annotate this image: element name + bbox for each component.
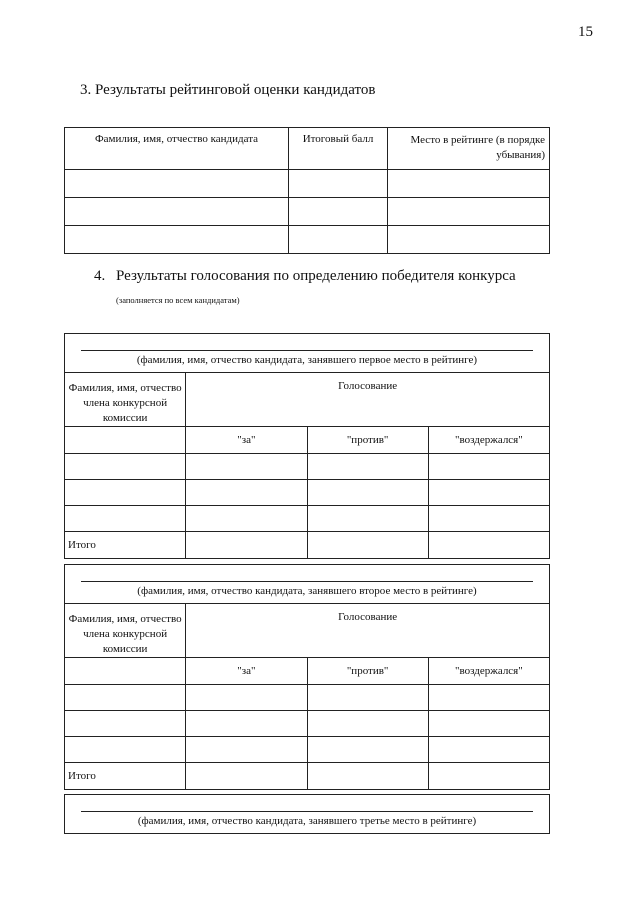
table-cell <box>186 480 307 506</box>
voting-table-third-place <box>64 794 550 834</box>
table-cell <box>428 763 549 790</box>
signature-line <box>81 811 533 812</box>
table-cell <box>307 506 428 532</box>
candidate-name-cell <box>65 795 550 834</box>
table-cell <box>65 685 186 711</box>
table-cell <box>428 480 549 506</box>
table-cell <box>428 685 549 711</box>
candidate-name-row <box>65 565 550 604</box>
total-row <box>65 532 550 559</box>
table-cell <box>65 737 186 763</box>
header-total-score: Итоговый балл <box>289 128 388 170</box>
table-cell <box>186 506 307 532</box>
table-cell <box>428 737 549 763</box>
table-row <box>65 170 550 198</box>
page-number: 15 <box>578 24 593 40</box>
option-abstained: "воздержался" <box>428 427 549 454</box>
table-cell <box>307 763 428 790</box>
table-cell <box>65 198 289 226</box>
voting-header: Голосование <box>186 373 550 427</box>
option-for: "за" <box>186 658 307 685</box>
table-cell <box>65 454 186 480</box>
table-row <box>65 685 550 711</box>
section4-title <box>94 268 516 285</box>
table-row <box>65 198 550 226</box>
option-against: "против" <box>307 658 428 685</box>
voting-header-row <box>65 604 550 658</box>
option-against: "против" <box>307 427 428 454</box>
candidate-name-cell <box>65 565 550 604</box>
table-cell <box>289 226 388 254</box>
total-row <box>65 763 550 790</box>
table-cell <box>388 198 550 226</box>
table-cell <box>186 532 307 559</box>
table-cell <box>65 170 289 198</box>
table-cell <box>428 532 549 559</box>
signature-line <box>81 350 533 351</box>
voting-options-row <box>65 427 550 454</box>
voting-table-first-place <box>64 333 550 559</box>
option-for: "за" <box>186 427 307 454</box>
signature-line <box>81 581 533 582</box>
section4-note: (заполняется по всем кандидатам) <box>116 295 240 305</box>
table-cell <box>428 506 549 532</box>
table-cell <box>186 763 307 790</box>
table-cell <box>65 480 186 506</box>
header-candidate-name: Фамилия, имя, отчество кандидата <box>65 128 289 170</box>
table-row <box>65 737 550 763</box>
table-row <box>65 226 550 254</box>
header-rating-place: Место в рейтинге (в порядке убывания) <box>388 128 550 170</box>
table-cell <box>65 427 186 454</box>
option-abstained: "воздержался" <box>428 658 549 685</box>
table-cell <box>307 532 428 559</box>
table-cell <box>186 737 307 763</box>
table-cell <box>186 685 307 711</box>
table-cell <box>307 737 428 763</box>
table-row <box>65 711 550 737</box>
candidate-caption: (фамилия, имя, отчество кандидата, занявшего третье место в рейтинге) <box>137 815 477 827</box>
table-cell <box>65 226 289 254</box>
table-cell <box>65 658 186 685</box>
total-label: Итого <box>65 763 186 790</box>
table-cell <box>289 170 388 198</box>
table-cell <box>307 685 428 711</box>
table-cell <box>65 506 186 532</box>
table-cell <box>186 454 307 480</box>
voting-options-row <box>65 658 550 685</box>
table-cell <box>65 711 186 737</box>
section3-title: 3. Результаты рейтинговой оценки кандидатов <box>80 82 376 98</box>
table-cell <box>428 711 549 737</box>
candidate-caption: (фамилия, имя, отчество кандидата, занявшего второе место в рейтинге) <box>137 585 477 597</box>
table-cell <box>307 480 428 506</box>
table-cell <box>307 454 428 480</box>
candidate-name-cell <box>65 334 550 373</box>
rating-table-header <box>65 128 550 170</box>
voting-header-row <box>65 373 550 427</box>
total-label: Итого <box>65 532 186 559</box>
table-cell <box>289 198 388 226</box>
table-cell <box>186 711 307 737</box>
member-header: Фамилия, имя, отчество члена конкурсной комиссии <box>65 604 186 658</box>
candidate-name-row <box>65 795 550 834</box>
member-header: Фамилия, имя, отчество члена конкурсной комиссии <box>65 373 186 427</box>
rating-table <box>64 127 550 254</box>
table-row <box>65 454 550 480</box>
candidate-caption: (фамилия, имя, отчество кандидата, занявшего первое место в рейтинге) <box>136 354 478 366</box>
section4-title-text: Результаты голосования по определению победителя конкурса <box>116 268 516 284</box>
voting-header: Голосование <box>186 604 550 658</box>
voting-table-second-place <box>64 564 550 790</box>
table-cell <box>307 711 428 737</box>
table-cell <box>388 170 550 198</box>
table-cell <box>428 454 549 480</box>
section4-number: 4. <box>94 268 106 284</box>
table-row <box>65 506 550 532</box>
table-cell <box>388 226 550 254</box>
table-row <box>65 480 550 506</box>
candidate-name-row <box>65 334 550 373</box>
